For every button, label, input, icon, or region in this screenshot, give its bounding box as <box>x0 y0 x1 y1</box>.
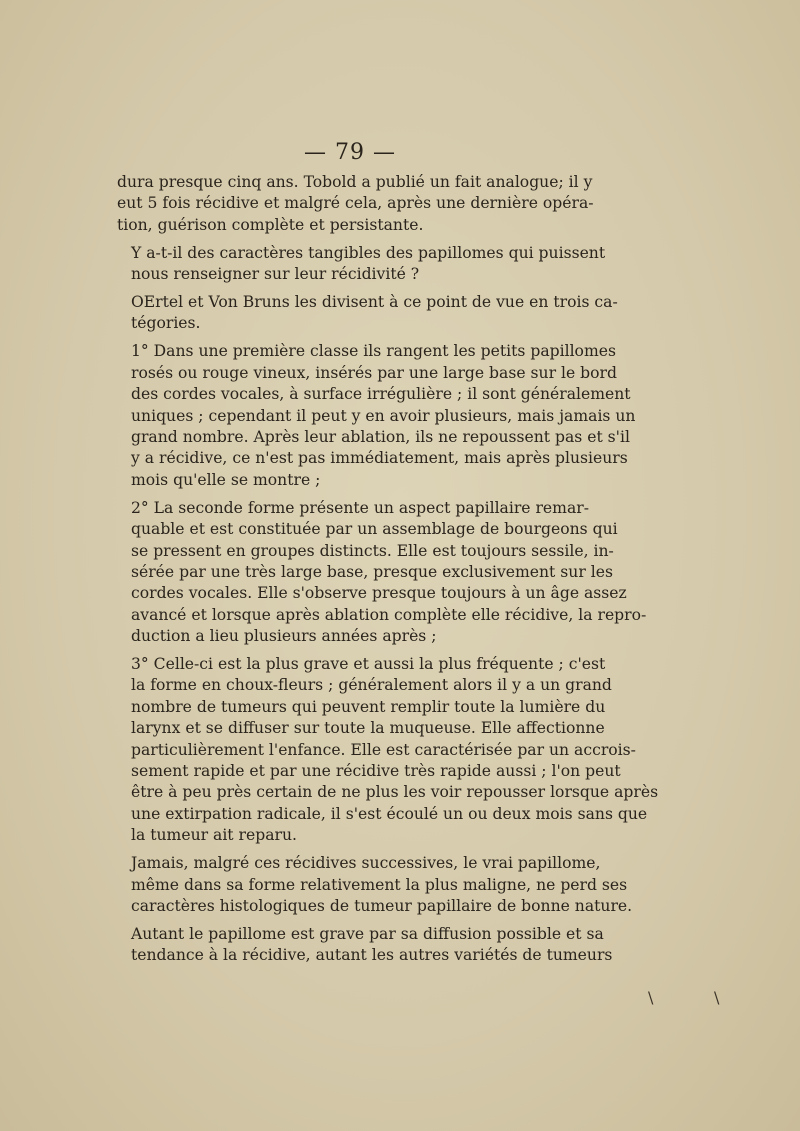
text-line: eut 5 fois récidive et malgré cela, après une dernière opéra- <box>117 194 594 213</box>
margin-mark: \ <box>714 988 720 1007</box>
text-line: 2° La seconde forme présente un aspect papillaire remar- <box>131 498 589 517</box>
text-line: tégories. <box>131 314 201 333</box>
text-line: sement rapide et par une récidive très rapide aussi ; l'on peut <box>131 762 621 781</box>
text-line: dura presque cinq ans. Tobold a publié un fait analogue; il y <box>117 173 593 191</box>
text-line: la forme en choux-fleurs ; généralement alors il y a un grand <box>131 676 612 695</box>
paragraph <box>117 172 594 236</box>
text-line: tendance à la récidive, autant les autres variétés de tumeurs <box>131 946 613 965</box>
text-line: OErtel et Von Bruns les divisent à ce point de vue en trois ca- <box>131 293 618 312</box>
text-line: sérée par une très large base, presque exclusivement sur les <box>131 562 613 581</box>
text-line: 1° Dans une première classe ils rangent les petits papillomes <box>131 342 616 361</box>
paragraph <box>117 654 659 847</box>
text-line: y a récidive, ce n'est pas immédiatement, mais après plusieurs <box>131 449 628 468</box>
text-line: la tumeur ait reparu. <box>131 826 297 845</box>
text-line: se pressent en groupes distincts. Elle est toujours sessile, in- <box>131 541 614 560</box>
paragraph <box>117 243 606 286</box>
text-line: cordes vocales. Elle s'observe presque toujours à un âge assez <box>131 584 627 603</box>
paragraph <box>117 853 633 917</box>
text-line: des cordes vocales, à surface irrégulière ; il sont généralement <box>131 385 631 404</box>
text-line: caractères histologiques de tumeur papillaire de bonne nature. <box>131 897 633 915</box>
text-line: tion, guérison complète et persistante. <box>117 215 424 234</box>
text-line: Y a-t-il des caractères tangibles des papillomes qui puissent <box>131 243 606 262</box>
page-number: — 79 — <box>304 140 396 165</box>
paragraph <box>117 924 613 967</box>
text-line: duction a lieu plusieurs années après ; <box>131 627 437 646</box>
text-line: uniques ; cependant il peut y en avoir plusieurs, mais jamais un <box>131 406 636 425</box>
text-line: même dans sa forme relativement la plus maligne, ne perd ses <box>131 875 628 894</box>
paragraph <box>117 341 636 491</box>
text-line: larynx et se diffuser sur toute la muqueuse. Elle affectionne <box>131 719 605 738</box>
text-line: rosés ou rouge vineux, insérés par une large base sur le bord <box>131 363 617 382</box>
text-line: une extirpation radicale, il s'est écoulé un ou deux mois sans que <box>131 804 648 823</box>
text-line: 3° Celle-ci est la plus grave et aussi la plus fréquente ; c'est <box>131 655 606 674</box>
text-line: grand nombre. Après leur ablation, ils ne repoussent pas et s'il <box>131 427 630 446</box>
text-line: Autant le papillome est grave par sa diffusion possible et sa <box>131 924 604 943</box>
paragraph <box>117 498 647 648</box>
text-line: particulièrement l'enfance. Elle est caractérisée par un accrois- <box>131 740 636 759</box>
body-text <box>117 172 659 973</box>
text-line: Jamais, malgré ces récidives successives, le vrai papillome, <box>131 854 601 873</box>
text-line: quable et est constituée par un assemblage de bourgeons qui <box>131 520 618 539</box>
margin-mark: \ <box>648 988 654 1007</box>
text-line: nous renseigner sur leur récidivité ? <box>131 265 420 284</box>
text-line: mois qu'elle se montre ; <box>131 470 321 489</box>
paragraph <box>117 292 618 335</box>
text-line: avancé et lorsque après ablation complète elle récidive, la repro- <box>131 605 647 624</box>
text-line: nombre de tumeurs qui peuvent remplir toute la lumière du <box>131 697 606 716</box>
text-line: être à peu près certain de ne plus les voir repousser lorsque après <box>131 783 659 802</box>
